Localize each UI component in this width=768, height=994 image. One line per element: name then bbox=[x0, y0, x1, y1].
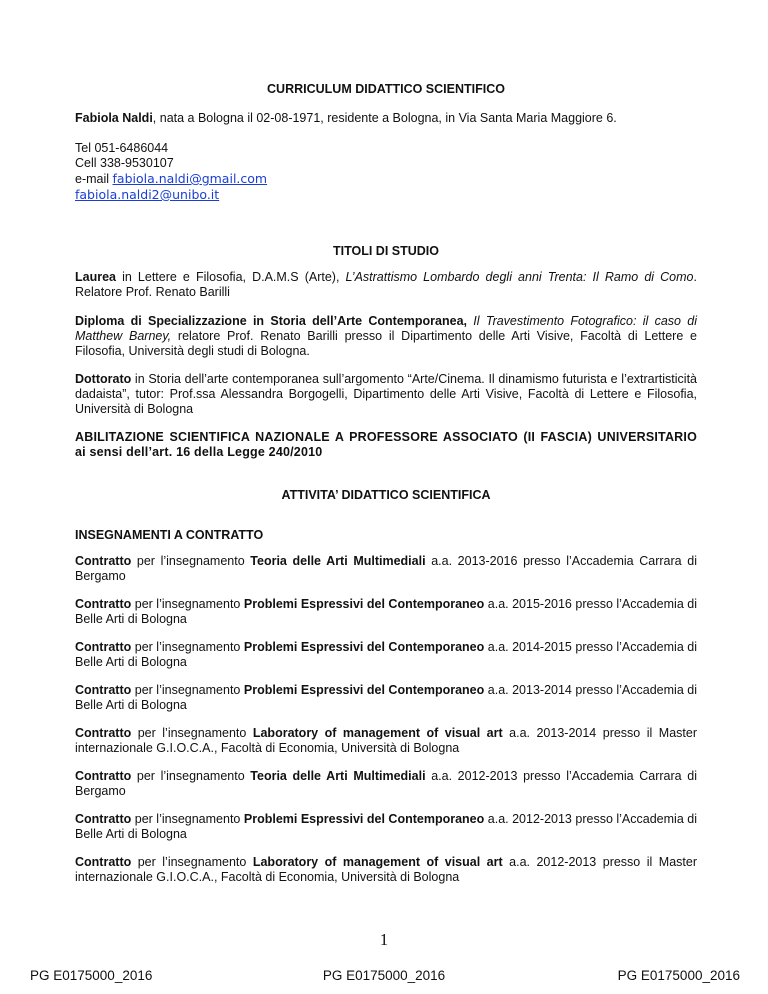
contract-item-rest: a.a. 2013-2016 presso l’Accademia Carrara di Bergamo bbox=[75, 554, 697, 583]
contract-item-mid: per l’insegnamento bbox=[131, 855, 253, 869]
diploma-text: relatore Prof. Renato Barilli presso il Dipartimento delle Arti Visive, Facoltà di Lettere e Filosofia, Università degli studi di Bologna. bbox=[75, 329, 697, 358]
section-heading-titoli: TITOLI DI STUDIO bbox=[332, 244, 440, 258]
contract-item-rest: a.a. 2012-2013 presso l’Accademia di Belle Arti di Bologna bbox=[75, 812, 697, 841]
contract-item bbox=[75, 554, 697, 584]
contract-item-course: Problemi Espressivi del Contemporaneo bbox=[243, 812, 485, 826]
person-name: Fabiola Naldi bbox=[75, 111, 153, 125]
contract-item-mid: per l’insegnamento bbox=[131, 597, 244, 611]
contract-item-lead: Contratto bbox=[75, 855, 132, 869]
diploma-label: Diploma di Specializzazione in Storia dell’Arte Contemporanea, bbox=[75, 314, 468, 328]
dottorato-entry bbox=[75, 372, 697, 417]
contract-item-mid: per l’insegnamento bbox=[131, 640, 244, 654]
laurea-thesis: L’Astrattismo Lombardo degli anni Trenta: Il Ramo di Como bbox=[345, 270, 694, 284]
footer-code-right: PG E0175000_2016 bbox=[617, 968, 740, 983]
email-line bbox=[75, 171, 697, 187]
document-title: CURRICULUM DIDATTICO SCIENTIFICO bbox=[267, 82, 505, 96]
contract-item-course: Teoria delle Arti Multimediali bbox=[250, 769, 426, 783]
contract-item-rest: a.a. 2015-2016 presso l’Accademia di Belle Arti di Bologna bbox=[75, 597, 697, 626]
phone: Tel 051-6486044 bbox=[75, 141, 169, 155]
contacts bbox=[75, 141, 697, 203]
dottorato-text: in Storia dell’arte contemporanea sull’argomento “Arte/Cinema. Il dinamismo futurista e l’extrartisticità dadaista”, tutor: Prof.ssa Alessandra Borgogelli, Dipartimento delle Arti Visive, Facoltà di Lettere e Filosofia, Università di Bologna bbox=[75, 372, 697, 416]
contract-item-rest: a.a. 2013-2014 presso il Master internazionale G.I.O.C.A., Facoltà di Economia, Università di Bologna bbox=[75, 726, 697, 755]
laurea-label: Laurea bbox=[75, 270, 116, 284]
footer-code-left: PG E0175000_2016 bbox=[30, 968, 153, 983]
contract-item bbox=[75, 812, 697, 842]
contract-item-course: Teoria delle Arti Multimediali bbox=[250, 554, 426, 568]
email-link-1[interactable]: fabiola.naldi@gmail.com bbox=[112, 171, 268, 186]
personal-info-text: , nata a Bologna il 02-08-1971, residente a Bologna, in Via Santa Maria Maggiore 6. bbox=[152, 111, 617, 125]
footer-code-center: PG E0175000_2016 bbox=[322, 968, 446, 983]
contract-item-mid: per l’insegnamento bbox=[131, 769, 251, 783]
laurea-text: in Lettere e Filosofia, D.A.M.S (Arte), bbox=[116, 270, 346, 284]
contract-item-rest: a.a. 2013-2014 presso l’Accademia di Belle Arti di Bologna bbox=[75, 683, 697, 712]
diploma-thesis: Il Travestimento Fotografico: il caso di Matthew Barney, bbox=[75, 314, 697, 343]
page-number: 1 bbox=[379, 930, 389, 949]
contract-item bbox=[75, 597, 697, 627]
contract-item bbox=[75, 640, 697, 670]
contract-item bbox=[75, 855, 697, 885]
contract-item-course: Problemi Espressivi del Contemporaneo bbox=[243, 640, 485, 654]
contract-item-mid: per l’insegnamento bbox=[131, 554, 251, 568]
section-heading-attivita: ATTIVITA’ DIDATTICO SCIENTIFICA bbox=[281, 488, 491, 502]
contract-item-lead: Contratto bbox=[75, 683, 132, 697]
contract-item-course: Problemi Espressivi del Contemporaneo bbox=[243, 597, 485, 611]
contract-item-course: Laboratory of management of visual art bbox=[252, 855, 503, 869]
contract-item-course: Problemi Espressivi del Contemporaneo bbox=[243, 683, 485, 697]
cell-phone: Cell 338-9530107 bbox=[75, 156, 174, 170]
abilitazione-entry: ABILITAZIONE SCIENTIFICA NAZIONALE A PROFESSORE ASSOCIATO (II FASCIA) UNIVERSITARIO ai sensi dell’art. 16 della Legge 240/2010 bbox=[75, 430, 697, 459]
contract-item bbox=[75, 726, 697, 756]
contract-item-lead: Contratto bbox=[75, 640, 132, 654]
contract-item-course: Laboratory of management of visual art bbox=[252, 726, 503, 740]
email-prefix: e-mail bbox=[75, 172, 113, 186]
contract-item-lead: Contratto bbox=[75, 769, 132, 783]
contract-item-lead: Contratto bbox=[75, 597, 132, 611]
laurea-supervisor: . Relatore Prof. Renato Barilli bbox=[75, 270, 697, 299]
email-line-2 bbox=[75, 187, 697, 203]
contract-item-lead: Contratto bbox=[75, 554, 132, 568]
contract-item-rest: a.a. 2012-2013 presso il Master internazionale G.I.O.C.A., Facoltà di Economia, Università di Bologna bbox=[75, 855, 697, 884]
contract-item-mid: per l’insegnamento bbox=[131, 683, 244, 697]
contract-item bbox=[75, 683, 697, 713]
contract-item-rest: a.a. 2014-2015 presso l’Accademia di Belle Arti di Bologna bbox=[75, 640, 697, 669]
contract-item-lead: Contratto bbox=[75, 726, 132, 740]
contract-item-mid: per l’insegnamento bbox=[131, 812, 244, 826]
personal-info bbox=[75, 111, 697, 126]
email-link-2[interactable]: fabiola.naldi2@unibo.it bbox=[75, 187, 220, 202]
contract-item-lead: Contratto bbox=[75, 812, 132, 826]
dottorato-label: Dottorato bbox=[75, 372, 132, 386]
contract-item bbox=[75, 769, 697, 799]
contract-item-mid: per l’insegnamento bbox=[131, 726, 253, 740]
laurea-entry bbox=[75, 270, 697, 300]
subheading-insegnamenti: INSEGNAMENTI A CONTRATTO bbox=[75, 528, 264, 542]
diploma-entry bbox=[75, 314, 697, 359]
contract-item-rest: a.a. 2012-2013 presso l’Accademia Carrara di Bergamo bbox=[75, 769, 697, 798]
